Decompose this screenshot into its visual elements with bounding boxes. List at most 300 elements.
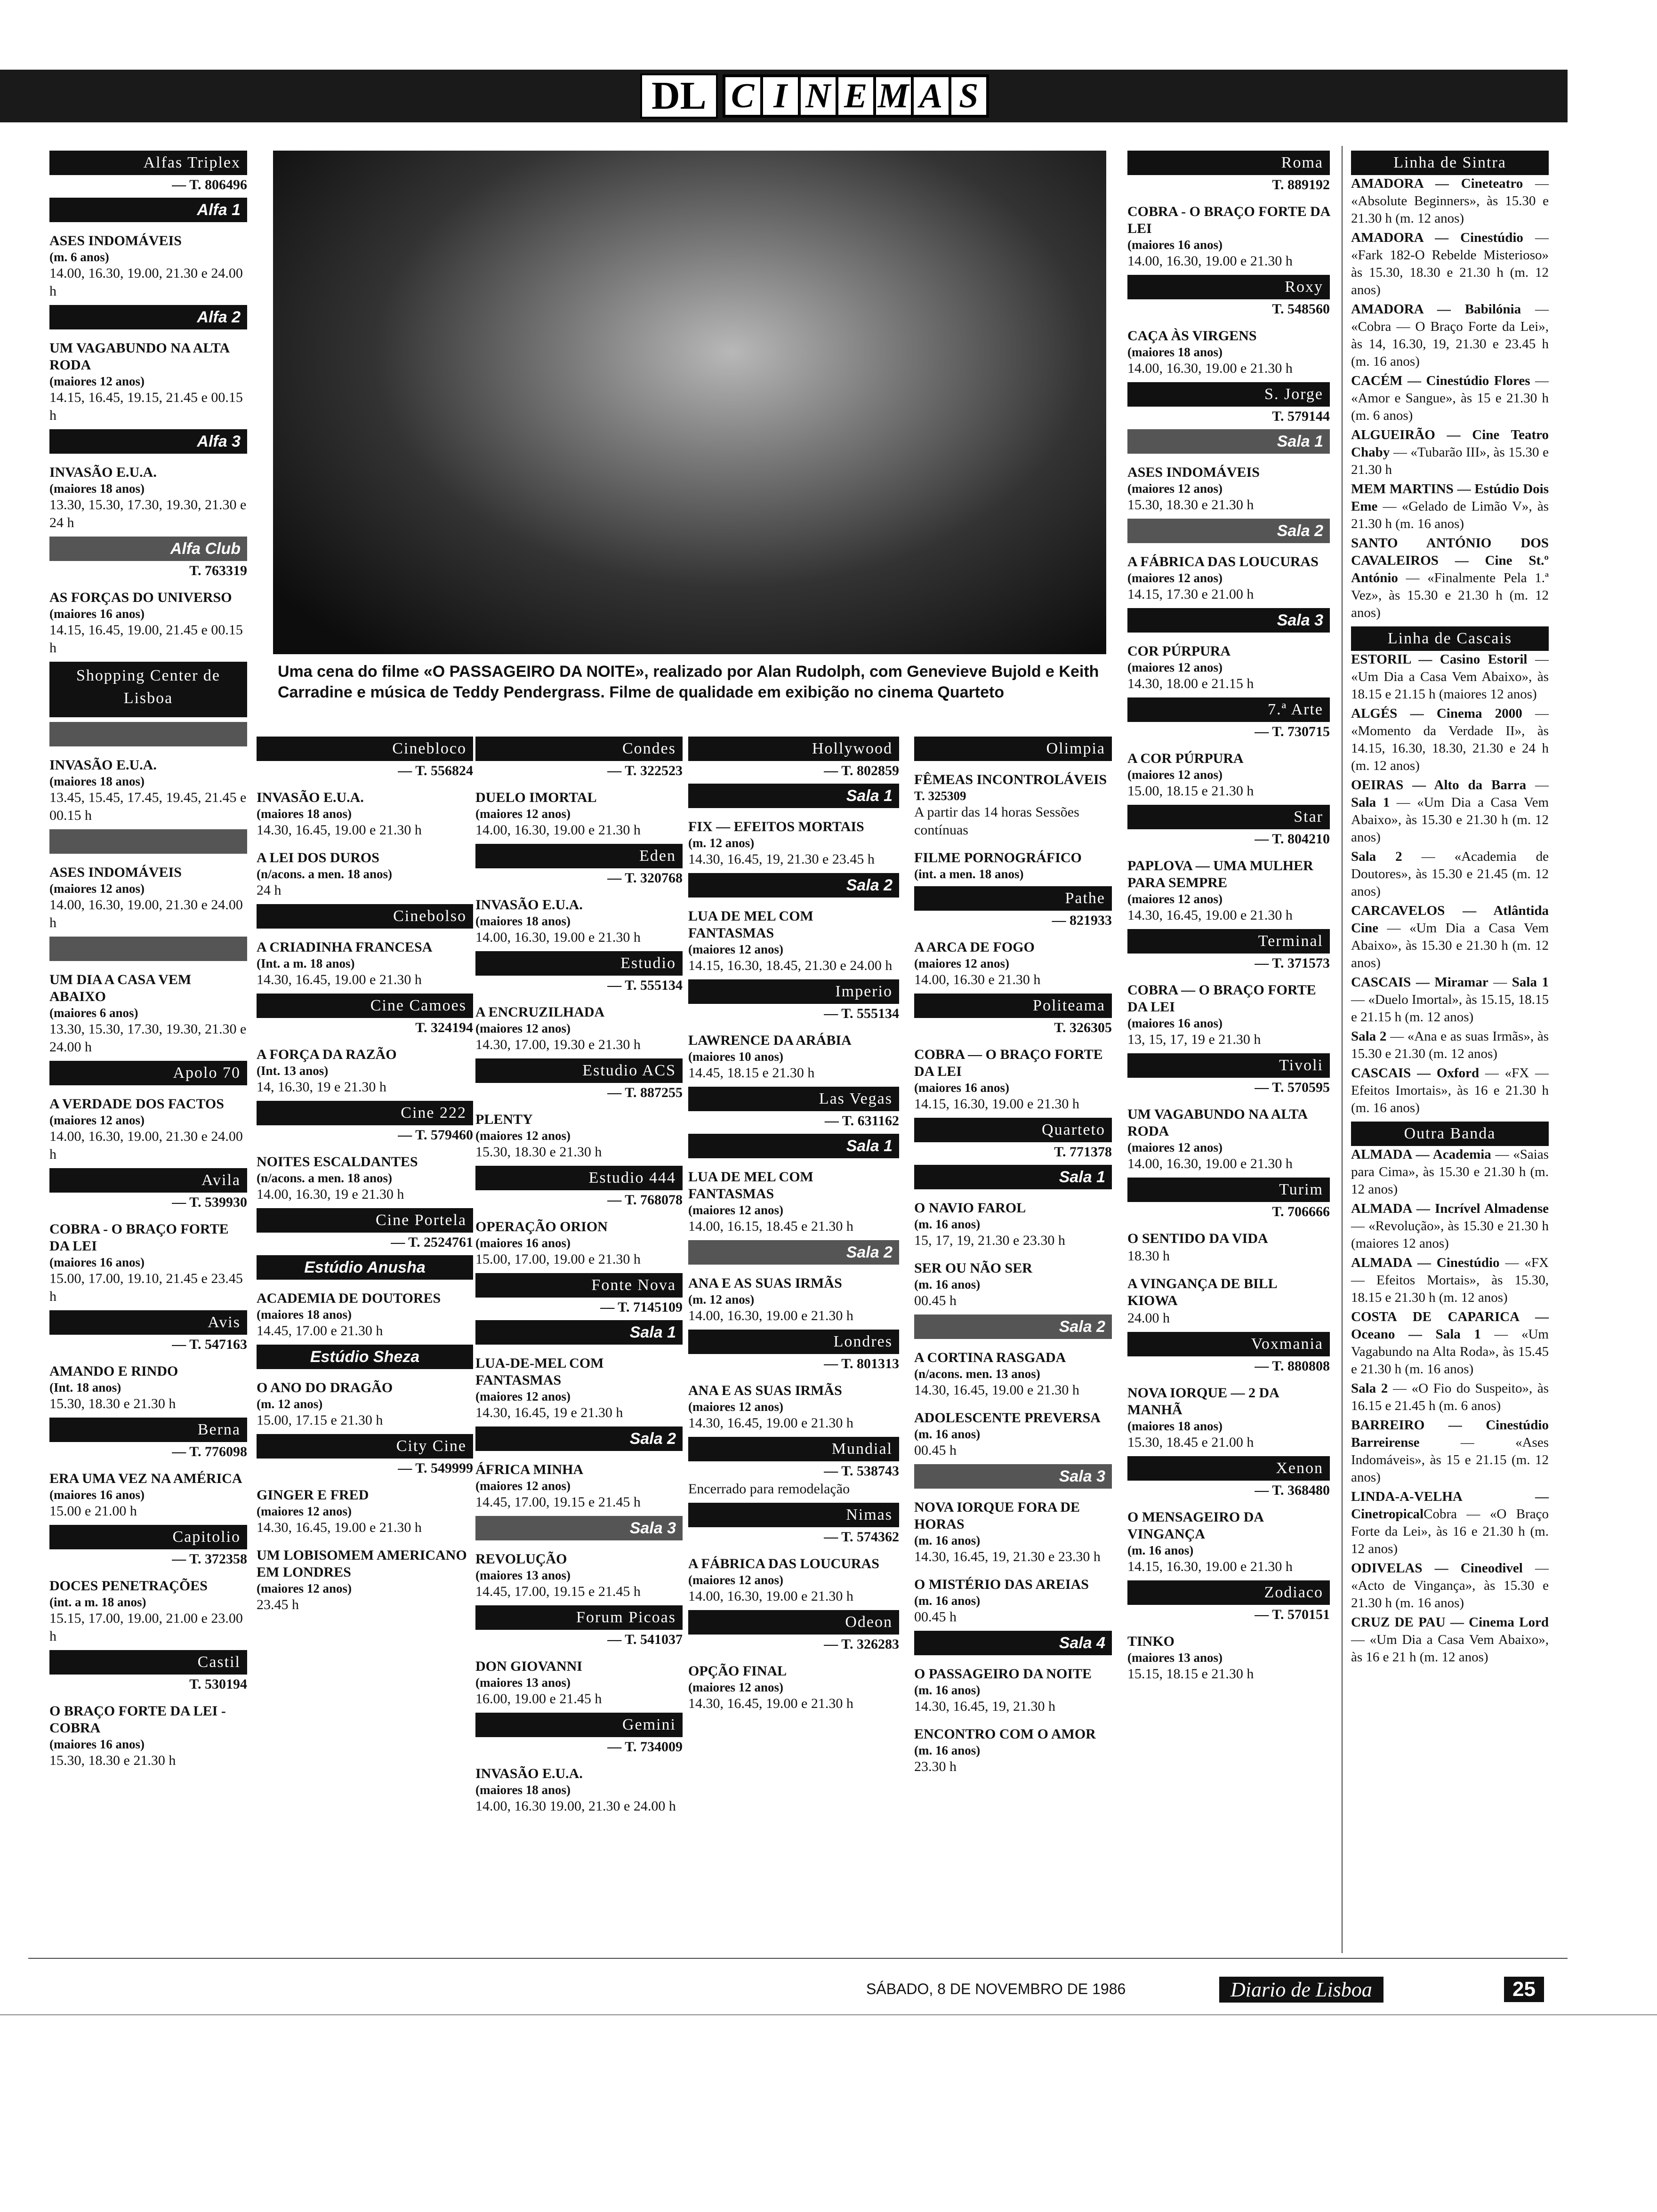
cinema-phone: — T. 570151	[1255, 1607, 1330, 1622]
cinema-header: Sala 3	[1127, 608, 1330, 633]
cinema-phone: — T. 806496	[172, 177, 247, 192]
film-title: A VINGANÇA DE BILL KIOWA	[1127, 1276, 1277, 1308]
cinema-header: Las Vegas	[688, 1087, 899, 1111]
cinema-header: Eden	[475, 844, 683, 868]
title-letter: M	[873, 74, 914, 118]
showtimes: 14.00, 16.30, 19.00 e 21.30 h	[475, 930, 641, 945]
film-rating: (maiores 6 anos)	[49, 1006, 138, 1020]
film-rating: (maiores 12 anos)	[49, 882, 145, 896]
column-6	[1127, 146, 1330, 1683]
film-title: NOITES ESCALDANTES	[257, 1154, 418, 1170]
cinema-header: Sala 2	[1127, 519, 1330, 543]
showtimes: 24 h	[257, 882, 282, 898]
showtimes: Encerrado para remodelação	[688, 1481, 850, 1497]
cinema-phone: — T. 2524761	[391, 1234, 473, 1250]
cinema-phone: — T. 556824	[398, 763, 473, 778]
film-title: A ARCA DE FOGO	[914, 939, 1035, 955]
cinema-header: Sala 4	[914, 1631, 1112, 1655]
film-rating: (int. a m. 18 anos)	[49, 1595, 146, 1609]
film-rating: (Int. 18 anos)	[49, 1380, 121, 1395]
film-title: PAPLOVA — UMA MULHER PARA SEMPRE	[1127, 858, 1313, 890]
film-title: LUA-DE-MEL COM FANTASMAS	[475, 1355, 604, 1388]
cinema-phone: — T. 547163	[172, 1337, 247, 1352]
film-rating: (maiores 12 anos)	[688, 1203, 783, 1217]
column-divider	[1342, 146, 1343, 1953]
film-title: ENCONTRO COM O AMOR	[914, 1726, 1096, 1742]
cinema-header: Alfa 1	[49, 198, 247, 222]
cinema-header: Turim	[1127, 1178, 1330, 1202]
film-rating: (m. 16 anos)	[914, 1427, 981, 1441]
regional-listing: MEM MARTINS — Estúdio Dois Eme — «Gelado de Limão V», às 21.30 h (m. 16 anos)	[1351, 481, 1549, 531]
cinema-phone: — T. 887255	[607, 1085, 683, 1100]
showtimes: 14.00, 16.30, 19.00 e 21.30 h	[475, 822, 641, 838]
film-title: ANA E AS SUAS IRMÃS	[688, 1383, 842, 1398]
showtimes: 00.45 h	[914, 1443, 957, 1458]
showtimes: 00.45 h	[914, 1293, 957, 1308]
film-title: ASES INDOMÁVEIS	[1127, 465, 1260, 480]
film-rating: (maiores 13 anos)	[475, 1568, 571, 1582]
regional-listing: BARREIRO — Cinestúdio Barreirense — «Ases Indomáveis», às 15 e 21.15 (m. 12 anos)	[1351, 1418, 1549, 1485]
cinema-header: Castil	[49, 1650, 247, 1675]
regional-listing: ALGUEIRÃO — Cine Teatro Chaby — «Tubarão III», às 15.30 e 21.30 h	[1351, 427, 1549, 477]
cinema-header: Odeon	[688, 1610, 899, 1635]
film-title: A CRIADINHA FRANCESA	[257, 939, 433, 955]
cinema-header: Condes	[475, 737, 683, 761]
film-title: FÊMEAS INCONTROLÁVEIS	[914, 772, 1107, 787]
film-rating: (maiores 12 anos)	[1127, 768, 1223, 782]
film-rating: (maiores 16 anos)	[475, 1236, 571, 1250]
film-title: O ANO DO DRAGÃO	[257, 1380, 393, 1395]
column-3	[475, 732, 683, 1815]
showtimes: 14.00, 16.30, 19 e 21.30 h	[257, 1186, 404, 1202]
page-number: 25	[1504, 1977, 1544, 2002]
column-7	[1351, 146, 1549, 1668]
regional-listing: ALGÉS — Cinema 2000 — «Momento da Verdade II», às 14.15, 16.30, 18.30, 21.30 e 24 h (m. 12 anos)	[1351, 706, 1549, 773]
cinema-header: Avila	[49, 1168, 247, 1193]
cinema-header: Fonte Nova	[475, 1273, 683, 1298]
film-rating: (maiores 18 anos)	[1127, 1419, 1223, 1433]
cinema-header: Cinebloco	[257, 737, 473, 761]
film-rating: (maiores 12 anos)	[475, 1129, 571, 1143]
regional-listing: CARCAVELOS — Atlântida Cine — «Um Dia a Casa Vem Abaixo», às 15.30 e 21.30 h (m. 12 anos)	[1351, 903, 1549, 970]
cinema-header: Alfa Club	[49, 537, 247, 561]
cinema-phone: — 821933	[1052, 913, 1112, 928]
regional-listing: Sala 2 — «Ana e as suas Irmãs», às 15.30 e 21.30 (m. 12 anos)	[1351, 1029, 1549, 1061]
showtimes: 14.15, 16.30, 19.00 e 21.30 h	[914, 1096, 1079, 1112]
film-title: O BRAÇO FORTE DA LEI - COBRA	[49, 1703, 226, 1736]
cinema-header: Avis	[49, 1310, 247, 1335]
cinema-header: Quarteto	[914, 1118, 1112, 1142]
film-rating: (maiores 18 anos)	[49, 774, 145, 788]
film-title: INVASÃO E.U.A.	[475, 1766, 583, 1781]
film-title: SER OU NÃO SER	[914, 1260, 1032, 1276]
showtimes: 15.00, 18.15 e 21.30 h	[1127, 783, 1254, 799]
film-still-photo	[273, 151, 1106, 654]
cinema-phone: — T. 555134	[824, 1006, 899, 1021]
film-title: UM LOBISOMEM AMERICANO EM LONDRES	[257, 1547, 467, 1580]
film-title: O NAVIO FAROL	[914, 1200, 1026, 1216]
cinema-header: Star	[1127, 805, 1330, 829]
film-rating: (m. 12 anos)	[688, 1292, 755, 1306]
film-title: O MISTÉRIO DAS AREIAS	[914, 1577, 1089, 1592]
showtimes: A partir das 14 horas Sessões contínuas	[914, 804, 1079, 838]
film-rating: (maiores 12 anos)	[1127, 892, 1223, 906]
film-title: PLENTY	[475, 1112, 533, 1127]
cinema-header: Sala 2	[688, 1240, 899, 1265]
cinema-phone: — T. 570595	[1255, 1080, 1330, 1095]
showtimes: 14.30, 16.45, 19.00 e 21.30 h	[688, 1696, 853, 1711]
cinema-header: Outra Banda	[1351, 1122, 1549, 1146]
cinema-phone: — T. 320768	[607, 870, 683, 886]
regional-listing: CASCAIS — Miramar — Sala 1 — «Duelo Imortal», às 15.15, 18.15 e 21.15 h (m. 12 anos)	[1351, 975, 1549, 1025]
cinema-header: Capitolio	[49, 1525, 247, 1549]
showtimes: 14.00, 16.30 e 21.30 h	[914, 972, 1041, 987]
regional-listing: Sala 2 — «Academia de Doutores», às 15.30 e 21.45 (m. 12 anos)	[1351, 849, 1549, 899]
film-rating: (maiores 12 anos)	[914, 956, 1009, 970]
film-title: O MENSAGEIRO DA VINGANÇA	[1127, 1509, 1263, 1542]
film-rating: (maiores 12 anos)	[475, 1389, 571, 1403]
cinema-header: Sala 1	[688, 1134, 899, 1158]
film-rating: (m. 16 anos)	[1127, 1543, 1194, 1557]
film-title: A COR PÚRPURA	[1127, 751, 1244, 766]
film-rating: (maiores 18 anos)	[257, 807, 352, 821]
film-rating: T. 325309	[914, 789, 966, 803]
film-title: INVASÃO E.U.A.	[257, 790, 364, 805]
cinema-phone: — T. 804210	[1255, 831, 1330, 847]
film-rating: (n/acons. a men. 18 anos)	[257, 867, 393, 881]
showtimes: 15.15, 17.00, 19.00, 21.00 e 23.00 h	[49, 1611, 243, 1644]
film-rating: (maiores 16 anos)	[49, 1488, 145, 1502]
cinema-phone: T. 763319	[189, 563, 247, 578]
film-rating: (maiores 18 anos)	[49, 481, 145, 496]
film-rating: (maiores 10 anos)	[688, 1050, 783, 1064]
cinema-phone: — T. 538743	[824, 1463, 899, 1479]
film-rating: (maiores 12 anos)	[688, 1680, 783, 1694]
cinema-header: Nimas	[688, 1503, 899, 1527]
cinema-phone: — T. 539930	[172, 1194, 247, 1210]
cinema-phone: — T. 776098	[172, 1444, 247, 1459]
cinema-header: Roma	[1127, 151, 1330, 175]
cinema-header: Alfa 3	[49, 429, 247, 454]
cinema-phone: — T. 541037	[607, 1632, 683, 1647]
film-rating: (maiores 13 anos)	[1127, 1651, 1223, 1665]
film-title: FILME PORNOGRÁFICO	[914, 850, 1082, 866]
regional-listing: AMADORA — Cinestúdio — «Fark 182-O Rebelde Misterioso» às 15.30, 18.30 e 21.30 h (m. 12 anos)	[1351, 230, 1549, 297]
film-title: ACADEMIA DE DOUTORES	[257, 1290, 441, 1306]
showtimes: 14.30, 17.00, 19.30 e 21.30 h	[475, 1037, 641, 1052]
film-title: OPERAÇÃO ORION	[475, 1219, 608, 1234]
column-2	[257, 732, 473, 1614]
film-rating: (maiores 12 anos)	[1127, 571, 1223, 585]
film-title: UM VAGABUNDO NA ALTA RODA	[1127, 1106, 1307, 1139]
cinema-header: Cine 222	[257, 1101, 473, 1125]
film-rating: (maiores 16 anos)	[49, 1255, 145, 1269]
cinema-header: Estúdio Sheza	[257, 1345, 473, 1369]
showtimes: 14.30, 16.45, 19, 21.30 e 23.30 h	[914, 1549, 1101, 1564]
film-rating: (maiores 12 anos)	[475, 807, 571, 821]
film-title: A FÁBRICA DAS LOUCURAS	[688, 1556, 879, 1571]
cinema-phone: — T. 371573	[1255, 955, 1330, 971]
film-title: INVASÃO E.U.A.	[49, 757, 157, 773]
showtimes: 14.45, 17.00, 19.15 e 21.45 h	[475, 1494, 641, 1510]
showtimes: 14.15, 16.30, 19.00 e 21.30 h	[1127, 1559, 1293, 1574]
film-title: UM VAGABUNDO NA ALTA RODA	[49, 340, 229, 373]
showtimes: 14.00, 16.30, 19.00 e 21.30 h	[1127, 1156, 1293, 1171]
showtimes: 15.30, 18.30 e 21.30 h	[49, 1753, 176, 1768]
showtimes: 15.30, 18.30 e 21.30 h	[475, 1144, 602, 1160]
cinema-phone: — T. 801313	[824, 1356, 899, 1371]
showtimes: 14.15, 16.45, 19.00, 21.45 e 00.15 h	[49, 622, 243, 656]
film-title: ÁFRICA MINHA	[475, 1462, 584, 1477]
showtimes: 24.00 h	[1127, 1310, 1170, 1326]
cinema-header: Estudio 444	[475, 1166, 683, 1190]
showtimes: 13.30, 15.30, 17.30, 19.30, 21.30 e 24.00 h	[49, 1021, 247, 1055]
showtimes: 14.00, 16.30, 19.00 e 21.30 h	[1127, 253, 1293, 269]
film-title: A LEI DOS DUROS	[257, 850, 379, 866]
film-rating: (maiores 12 anos)	[475, 1021, 571, 1035]
cinema-header: Linha de Sintra	[1351, 151, 1549, 175]
film-title: COBRA - O BRAÇO FORTE DA LEI	[1127, 204, 1330, 236]
photo-caption: Uma cena do filme «O PASSAGEIRO DA NOITE», realizado por Alan Rudolph, com Genevieve Bujold e Keith Carradine e música de Teddy Pendergrass. Filme de qualidade em exibição no cinema Quarteto	[278, 663, 1099, 701]
film-title: A CORTINA RASGADA	[914, 1350, 1066, 1365]
showtimes: 15.00, 17.00, 19.00 e 21.30 h	[475, 1251, 641, 1267]
cinema-header: Mundial	[688, 1437, 899, 1461]
film-rating: (maiores 16 anos)	[49, 607, 145, 621]
film-title: O PASSAGEIRO DA NOITE	[914, 1666, 1092, 1682]
film-rating: (int. a men. 18 anos)	[914, 867, 1024, 881]
cinema-phone: T. 889192	[1272, 177, 1330, 192]
showtimes: 14.00, 16.30, 19.00 e 21.30 h	[1127, 361, 1293, 376]
film-title: COBRA — O BRAÇO FORTE DA LEI	[914, 1047, 1103, 1079]
cinema-header: Sala 2	[688, 873, 899, 898]
column-1	[49, 146, 247, 1770]
showtimes: 23.30 h	[914, 1759, 957, 1774]
film-rating: (m. 12 anos)	[257, 1397, 323, 1411]
film-title: COBRA — O BRAÇO FORTE DA LEI	[1127, 982, 1316, 1015]
showtimes: 14.30, 16.45, 19.00 e 21.30 h	[257, 1520, 422, 1535]
cinema-header: Politeama	[914, 994, 1112, 1018]
film-title: DON GIOVANNI	[475, 1659, 582, 1674]
cinema-phone: — T. 368480	[1255, 1483, 1330, 1498]
showtimes: 23.45 h	[257, 1597, 299, 1612]
cinema-header: Apolo 70	[49, 1061, 247, 1085]
film-title: NOVA IORQUE FORA DE HORAS	[914, 1499, 1080, 1532]
title-letter: A	[911, 74, 951, 118]
cinema-phone: T. 771378	[1054, 1144, 1112, 1160]
film-rating: (maiores 12 anos)	[257, 1504, 352, 1518]
film-title: COBRA - O BRAÇO FORTE DA LEI	[49, 1221, 229, 1254]
showtimes: 14.45, 17.00, 19.15 e 21.45 h	[475, 1584, 641, 1599]
regional-listing: LINDA-A-VELHA — CinetropicalCobra — «O Braço Forte da Lei», às 16 e 21.30 h (m. 12 anos)	[1351, 1489, 1549, 1556]
film-title: AS FORÇAS DO UNIVERSO	[49, 590, 232, 605]
title-letter: N	[798, 74, 838, 118]
film-rating: (maiores 12 anos)	[257, 1581, 352, 1595]
film-rating: (maiores 16 anos)	[49, 1737, 145, 1751]
showtimes: 14.30, 16.45, 19.00 e 21.30 h	[257, 972, 422, 987]
cinema-phone: — T. 730715	[1255, 724, 1330, 739]
showtimes: 15.00 e 21.00 h	[49, 1503, 137, 1519]
showtimes: 13.30, 15.30, 17.30, 19.30, 21.30 e 24 h	[49, 497, 247, 530]
title-letter: I	[760, 74, 801, 118]
cinema-header: Estúdio Anusha	[257, 1255, 473, 1280]
film-title: REVOLUÇÃO	[475, 1551, 567, 1567]
film-rating: (maiores 16 anos)	[1127, 1016, 1223, 1030]
cinema-header: Olimpia	[914, 737, 1112, 761]
showtimes: 14.30, 16.45, 19.00 e 21.30 h	[914, 1382, 1079, 1398]
cinema-header: Voxmania	[1127, 1332, 1330, 1356]
regional-listing: SANTO ANTÓNIO DOS CAVALEIROS — Cine St.º António — «Finalmente Pela 1.ª Vez», às 15.30 e 21.30 h (m. 12 anos)	[1351, 536, 1549, 620]
film-rating: (m. 16 anos)	[914, 1277, 981, 1291]
cinema-header: Roxy	[1127, 275, 1330, 299]
cinema-header: Hollywood	[688, 737, 899, 761]
cinema-header: Sala 1	[1127, 429, 1330, 454]
cinema-phone: — T. 631162	[824, 1113, 899, 1129]
regional-listing: AMADORA — Cineteatro — «Absolute Beginners», às 15.30 e 21.30 h (m. 12 anos)	[1351, 176, 1549, 226]
cinema-header: Sala 1	[688, 784, 899, 808]
cinema-header: Pathe	[914, 886, 1112, 911]
film-rating: (maiores 12 anos)	[49, 374, 145, 388]
film-title: LUA DE MEL COM FANTASMAS	[688, 908, 813, 941]
regional-listing: OEIRAS — Alto da Barra — Sala 1 — «Um Dia a Casa Vem Abaixo», às 15.30 e 21.30 h (m. 12 anos)	[1351, 777, 1549, 845]
showtimes: 13, 15, 17, 19 e 21.30 h	[1127, 1032, 1261, 1047]
cinema-phone: T. 548560	[1272, 301, 1330, 317]
film-title: ASES INDOMÁVEIS	[49, 233, 182, 248]
showtimes: 14.45, 17.00 e 21.30 h	[257, 1323, 383, 1338]
film-title: UM DIA A CASA VEM ABAIXO	[49, 972, 192, 1004]
film-title: TINKO	[1127, 1634, 1175, 1649]
film-title: DUELO IMORTAL	[475, 790, 597, 805]
film-title: AMANDO E RINDO	[49, 1363, 178, 1379]
cinema-header: Londres	[688, 1330, 899, 1354]
cinema-header: Estudio	[475, 951, 683, 976]
cinema-header	[49, 937, 247, 961]
cinema-phone: T. 706666	[1272, 1204, 1330, 1219]
cinema-header: Zodiaco	[1127, 1580, 1330, 1605]
regional-listing: ALMADA — Academia — «Saias para Cima», às 15.30 e 21.30 h (m. 12 anos)	[1351, 1147, 1549, 1197]
cinema-header: Berna	[49, 1418, 247, 1442]
showtimes: 14.30, 16.45, 19.00 e 21.30 h	[1127, 907, 1293, 923]
film-title: A FÁBRICA DAS LOUCURAS	[1127, 554, 1319, 569]
showtimes: 18.30 h	[1127, 1248, 1170, 1264]
cinema-header: Cine Portela	[257, 1208, 473, 1233]
cinema-header: Sala 1	[475, 1320, 683, 1345]
cinema-header: City Cine	[257, 1434, 473, 1459]
showtimes: 15.30, 18.30 e 21.30 h	[49, 1396, 176, 1411]
film-rating: (maiores 16 anos)	[914, 1081, 1009, 1095]
showtimes: 13.45, 15.45, 17.45, 19.45, 21.45 e 00.15 h	[49, 790, 247, 823]
film-rating: (n/acons. men. 13 anos)	[914, 1367, 1040, 1381]
film-title: A ENCRUZILHADA	[475, 1004, 605, 1020]
title-letter: S	[949, 74, 989, 118]
cinema-header: Imperio	[688, 979, 899, 1004]
cinema-phone: — T. 555134	[607, 978, 683, 993]
showtimes: 14.30, 16.45, 19.00 e 21.30 h	[257, 822, 422, 838]
cinema-phone: — T. 579460	[398, 1127, 473, 1143]
film-rating: (maiores 18 anos)	[1127, 345, 1223, 359]
cinema-header: Forum Picoas	[475, 1605, 683, 1630]
film-title: FIX — EFEITOS MORTAIS	[688, 819, 864, 834]
title-letter: E	[836, 74, 876, 118]
cinema-phone: — T. 768078	[607, 1192, 683, 1208]
masthead: Diario de Lisboa	[1219, 1977, 1384, 2003]
film-title: GINGER E FRED	[257, 1487, 369, 1503]
showtimes: 14.00, 16.30, 19.00 e 21.30 h	[688, 1308, 853, 1323]
showtimes: 14.00, 16.30, 19.00 e 21.30 h	[688, 1588, 853, 1604]
title-letter: C	[723, 74, 763, 118]
film-rating: (n/acons. a men. 18 anos)	[257, 1171, 393, 1185]
showtimes: 15.30, 18.45 e 21.00 h	[1127, 1435, 1254, 1450]
cinema-header: Sala 2	[475, 1427, 683, 1451]
cinema-header: 7.ª Arte	[1127, 697, 1330, 722]
regional-listing: CACÉM — Cinestúdio Flores — «Amor e Sangue», às 15 e 21.30 h (m. 6 anos)	[1351, 373, 1549, 423]
regional-listing: ALMADA — Cinestúdio — «FX — Efeitos Mortais», às 15.30, 18.15 e 21.30 h (m. 12 anos)	[1351, 1255, 1549, 1305]
film-rating: (m. 16 anos)	[914, 1217, 981, 1231]
film-rating: (maiores 12 anos)	[49, 1113, 145, 1127]
cinema-header: Sala 2	[914, 1314, 1112, 1339]
cinema-phone: — T. 734009	[607, 1739, 683, 1755]
film-rating: (maiores 12 anos)	[688, 1573, 783, 1587]
showtimes: 14.00, 16.30, 19.00, 21.30 e 24.00 h	[49, 897, 243, 930]
film-rating: (maiores 12 anos)	[1127, 1140, 1223, 1154]
showtimes: 14.00, 16.30 19.00, 21.30 e 24.00 h	[475, 1798, 676, 1814]
film-title: ADOLESCENTE PREVERSA	[914, 1410, 1101, 1426]
showtimes: 14.15, 16.30, 18.45, 21.30 e 24.00 h	[688, 958, 893, 973]
regional-listing: ESTORIL — Casino Estoril — «Um Dia a Casa Vem Abaixo», às 18.15 e 21.15 h (maiores 12 anos)	[1351, 652, 1549, 702]
cinema-header: S. Jorge	[1127, 382, 1330, 407]
cinema-header: Linha de Cascais	[1351, 626, 1549, 651]
film-title: OPÇÃO FINAL	[688, 1663, 787, 1679]
film-title: LUA DE MEL COM FANTASMAS	[688, 1169, 813, 1202]
regional-listing: CASCAIS — Oxford — «FX — Efeitos Imortais», às 16 e 21.30 h (m. 16 anos)	[1351, 1066, 1549, 1115]
cinema-header: Tivoli	[1127, 1053, 1330, 1078]
regional-listing: ODIVELAS — Cineodivel — «Acto de Vingança», às 15.30 e 21.30 h (m. 16 anos)	[1351, 1561, 1549, 1611]
showtimes: 14.00, 16.15, 18.45 e 21.30 h	[688, 1218, 853, 1234]
cinema-header: Sala 1	[914, 1165, 1112, 1189]
showtimes: 14.30, 16.45, 19 e 21.30 h	[475, 1405, 623, 1420]
footer-rule	[0, 2014, 1657, 2015]
cinema-header	[49, 722, 247, 746]
cinema-header: Cinebolso	[257, 904, 473, 929]
section-title	[640, 70, 986, 122]
film-rating: (maiores 16 anos)	[1127, 238, 1223, 252]
bottom-rule	[28, 1958, 1568, 1959]
film-title: DOCES PENETRAÇÕES	[49, 1578, 208, 1594]
film-rating: (m. 12 anos)	[688, 836, 755, 850]
film-title: ANA E AS SUAS IRMÃS	[688, 1275, 842, 1291]
cinema-header: Estudio ACS	[475, 1058, 683, 1083]
cinema-phone: — T. 372358	[172, 1551, 247, 1567]
film-title: INVASÃO E.U.A.	[49, 465, 157, 480]
film-rating: (Int. a m. 18 anos)	[257, 956, 355, 970]
cinema-phone: — T. 7145109	[600, 1299, 683, 1315]
film-rating: (maiores 12 anos)	[688, 1400, 783, 1414]
cinema-header: Alfas Triplex	[49, 151, 247, 175]
film-rating: (maiores 18 anos)	[475, 1783, 571, 1797]
film-title: NOVA IORQUE — 2 DA MANHÃ	[1127, 1385, 1279, 1418]
film-rating: (maiores 13 anos)	[475, 1675, 571, 1690]
column-4	[688, 732, 899, 1713]
cinema-phone: T. 530194	[189, 1676, 247, 1692]
film-title: ASES INDOMÁVEIS	[49, 865, 182, 880]
cinema-header: Alfa 2	[49, 305, 247, 329]
showtimes: 16.00, 19.00 e 21.45 h	[475, 1691, 602, 1707]
showtimes: 14.45, 18.15 e 21.30 h	[688, 1065, 815, 1081]
film-rating: (maiores 12 anos)	[1127, 481, 1223, 496]
cinema-phone: — T. 802859	[824, 763, 899, 778]
cinema-phone: T. 579144	[1272, 409, 1330, 424]
issue-date: SÁBADO, 8 DE NOVEMBRO DE 1986	[866, 1980, 1126, 1997]
showtimes: 14.30, 18.00 e 21.15 h	[1127, 676, 1254, 691]
